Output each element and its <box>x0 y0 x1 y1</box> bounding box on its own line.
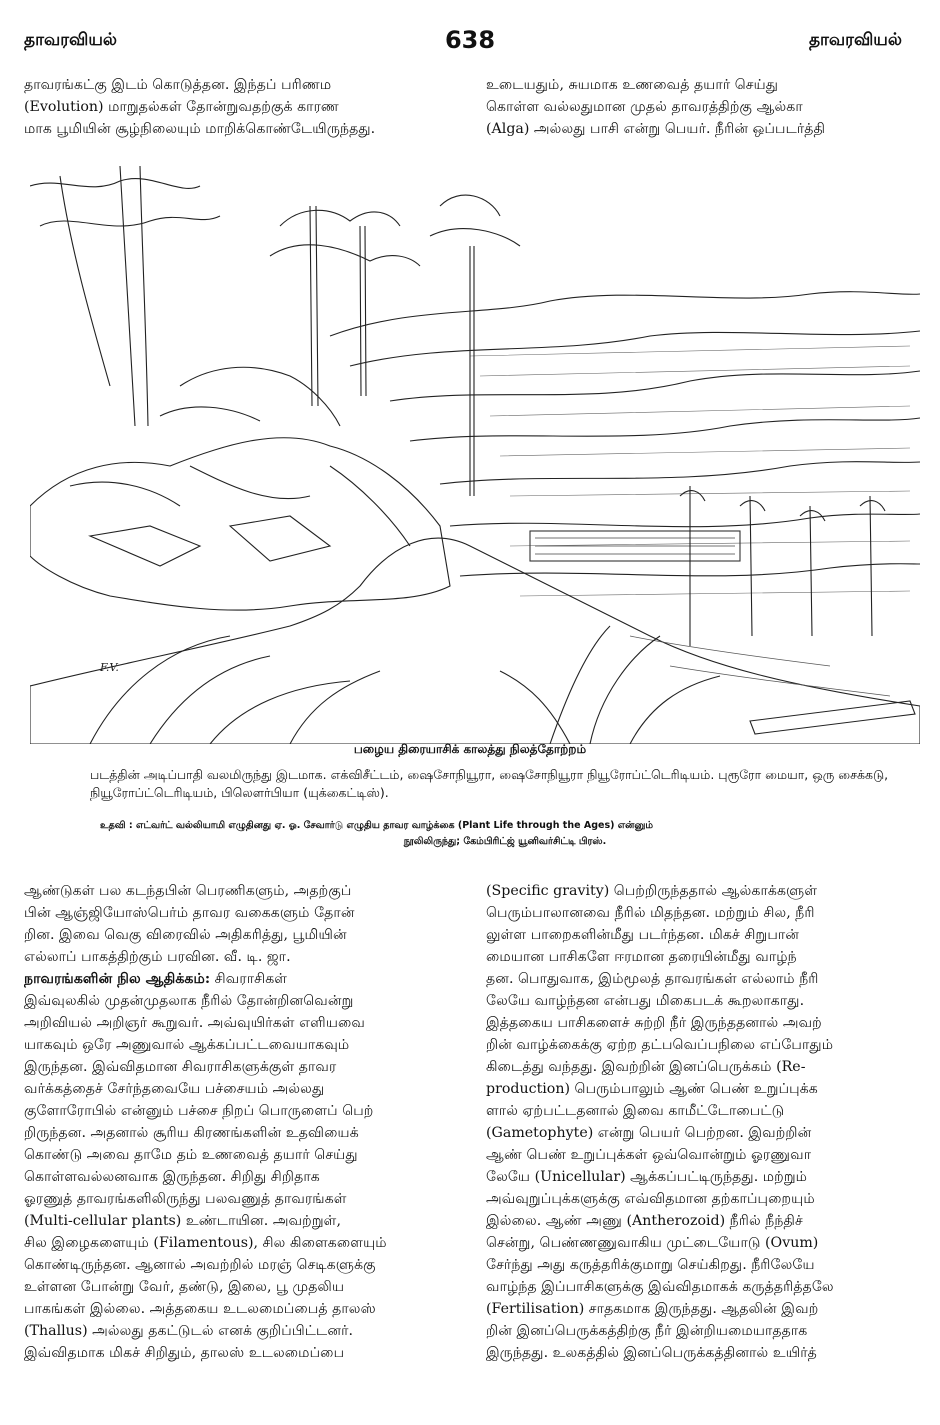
text-line: லுள்ள பாறைகளின்மீது படர்ந்தன. மிகச் சிறுபான் <box>486 927 800 943</box>
text-line: குளோரோபில் என்னும் பச்சை நிறப் பொருளைப் பெற் <box>24 1103 374 1119</box>
text-line: றின் வாழ்க்கைக்கு ஏற்ற தட்பவெப்பநிலை எப்போதும் <box>486 1037 834 1053</box>
bottom-left-column <box>24 880 464 1364</box>
text-line: production) பெரும்பாலும் ஆண் பெண் உறுப்புக்க <box>486 1081 818 1097</box>
credit-line: உதவி : எட்வர்ட் வல்லியாமி எழுதினது ஏ. ஓ. சேவார்டு எழுதிய தாவர வாழ்க்கை (Plant Life through the Ages) என்னும் <box>100 820 654 831</box>
text-line: (Thallus) அல்லது தகட்டுடல் எனக் குறிப்பிட்டனர். <box>24 1323 354 1339</box>
text-line: வர்க்கத்தைச் சேர்ந்தவையே பச்சையம் அல்லது <box>24 1081 325 1097</box>
text-line: இல்லை. ஆண் அணு (Antherozoid) நீரில் நீந்திச் <box>486 1213 803 1229</box>
text-line: சேர்ந்து அது கருத்தரிக்குமாறு செய்கிறது. நீரிலேயே <box>486 1257 815 1273</box>
text-line: தன. பொதுவாக, இம்மூலத் தாவரங்கள் எல்லாம் நீரி <box>486 971 819 987</box>
section-heading: நாவரங்களின் நில ஆதிக்கம்: <box>24 971 211 987</box>
text-line: கொள்ள வல்லதுமான முதல் தாவரத்திற்கு ஆல்கா <box>486 99 803 115</box>
text-line: கிடைத்து வந்தது. இவற்றின் இனப்பெருக்கம் (Re- <box>486 1059 806 1075</box>
landscape-illustration <box>30 166 920 744</box>
text-line: ளால் ஏற்பட்டதனால் இவை காமீட்டோபைட்டு <box>486 1103 785 1119</box>
text-line: லேயே வாழ்ந்தன என்பது மிகைபடக் கூறலாகாது. <box>486 993 805 1009</box>
text-line: ஆண் பெண் உறுப்புக்கள் ஒவ்வொன்றும் ஓரணுவா <box>486 1147 812 1163</box>
text-line: பாகங்கள் இல்லை. அத்தகைய உடலமைப்பைத் தாலஸ் <box>24 1301 376 1317</box>
text-line: பெரும்பாலானவை நீரில் மிதந்தன. மற்றும் சில, நீரி <box>486 905 815 921</box>
section-heading-line <box>24 968 464 990</box>
text-line: இருந்தன. இவ்விதமான சிவராசிகளுக்குள் தாவர <box>24 1059 337 1075</box>
text-line: (Specific gravity) பெற்றிருந்ததால் ஆல்காக்களுள் <box>486 883 818 899</box>
top-left-column <box>24 74 464 140</box>
text-line: மாக பூமியின் சூழ்நிலையும் மாறிக்கொண்டேயிருந்தது. <box>24 121 376 137</box>
text-line: யாகவும் ஒரே அணுவால் ஆக்கப்பட்டவையாகவும் <box>24 1037 350 1053</box>
running-header-right: தாவரவியல் <box>808 30 902 50</box>
text-line: ஆண்டுகள் பல கடந்தபின் பெரணிகளும், அதற்குப் <box>24 883 352 899</box>
bottom-right-column <box>486 880 920 1364</box>
figure-credit <box>100 818 910 850</box>
landscape-drawing <box>30 166 920 744</box>
figure-description: படத்தின் அடிப்பாதி வலமிருந்து இடமாக. எக்விசீட்டம், ஷைசோநியூரா, ஷைசோநியூரா நியூரோப்ட்டெரிடியம். புரூரோ மையா, ஒரு சைக்கடு, நியூரோப்ட்டெரிடியம், பிலெளர்பியா (யுக்கைட்டிஸ்). <box>90 767 889 800</box>
text-line: தாவரங்கட்கு இடம் கொடுத்தன. இந்தப் பரிணம <box>24 77 332 93</box>
page-number: 638 <box>444 26 496 54</box>
text-line: இவ்விதமாக மிகச் சிறிதும், தாலஸ் உடலமைப்பை <box>24 1345 345 1361</box>
figure-title: பழைய திரையாசிக் காலத்து நிலத்தோற்றம் <box>353 742 587 756</box>
text-line: றின. இவை வெகு விரைவில் அதிகரித்து, பூமியின் <box>24 927 347 943</box>
text-line: உள்ளன போன்று வேர், தண்டு, இலை, பூ முதலிய <box>24 1279 345 1295</box>
text-line: சென்று, பெண்ணணுவாகிய முட்டையோடு (Ovum) <box>486 1235 819 1251</box>
credit-line: நூலிலிருந்து; கேம்பிரிட்ஜ் யூனிவர்சிட்டி பிரஸ். <box>403 836 607 847</box>
text-line: கொண்டு அவை தாமே தம் உணவைத் தயார் செய்து <box>24 1147 358 1163</box>
text-line: இருந்தது. உலகத்தில் இனப்பெருக்கத்தினால் உயிர்த் <box>486 1345 817 1361</box>
text-line: அவ்வுறுப்புக்களுக்கு எவ்விதமான தற்காப்புறையும் <box>486 1191 815 1207</box>
text-line: ஓரணுத் தாவரங்களிலிருந்து பலவணுத் தாவரங்கள் <box>24 1191 347 1207</box>
text-line: அறிவியல் அறிஞர் கூறுவர். அவ்வுயிர்கள் எளியவை <box>24 1015 366 1031</box>
text-line: பின் ஆஞ்ஜியோஸ்பெர்ம் தாவர வகைகளும் தோன் <box>24 905 355 921</box>
text-line: (Alga) அல்லது பாசி என்று பெயர். நீரின் ஒப்படர்த்தி <box>486 121 826 137</box>
text-line: (Multi-cellular plants) உண்டாயின. அவற்றுள், <box>24 1213 341 1229</box>
text-line: (Gametophyte) என்று பெயர் பெற்றன. இவற்றின் <box>486 1125 812 1141</box>
text-line: கொள்ளவல்லனவாக இருந்தன. சிறிது சிறிதாக <box>24 1169 320 1185</box>
text-line: (Fertilisation) சாதகமாக இருந்தது. ஆதலின் இவற் <box>486 1301 819 1317</box>
text-line: மையான பாசிகளே ஈரமான தரையின்மீது வாழ்ந் <box>486 949 797 965</box>
text-line: சில இழைகளையும் (Filamentous), சில கிளைகளையும் <box>24 1235 387 1251</box>
text-line: உடையதும், சுயமாக உணவைத் தயார் செய்து <box>486 77 779 93</box>
text-run: சிவராசிகள் <box>214 971 288 987</box>
text-line: றிருந்தன. அதனால் சூரிய கிரணங்களின் உதவியைக் <box>24 1125 359 1141</box>
text-line: எல்லாப் பாகத்திற்கும் பரவின. வீ. டி. ஜா. <box>24 949 291 965</box>
text-line: லேயே (Unicellular) ஆக்கப்பட்டிருந்தது. மற்றும் <box>486 1169 808 1185</box>
text-line: றின் இனப்பெருக்கத்திற்கு நீர் இன்றியமையாததாக <box>486 1323 808 1339</box>
text-line: இத்தகைய பாசிகளைச் சுற்றி நீர் இருந்ததனால் அவற் <box>486 1015 822 1031</box>
text-line: கொண்டிருந்தன. ஆனால் அவற்றில் மரஞ் செடிகளுக்கு <box>24 1257 376 1273</box>
running-header-left: தாவரவியல் <box>24 30 118 50</box>
text-line: இவ்வுலகில் முதன்முதலாக நீரில் தோன்றினவென்று <box>24 993 354 1009</box>
text-line: (Evolution) மாறுதல்கள் தோன்றுவதற்குக் காரண <box>24 99 339 115</box>
artist-signature: F.V. <box>100 661 119 674</box>
text-line: வாழ்ந்த இப்பாசிகளுக்கு இவ்விதமாகக் கருத்தரித்தலே <box>486 1279 834 1295</box>
top-right-column <box>486 74 920 140</box>
